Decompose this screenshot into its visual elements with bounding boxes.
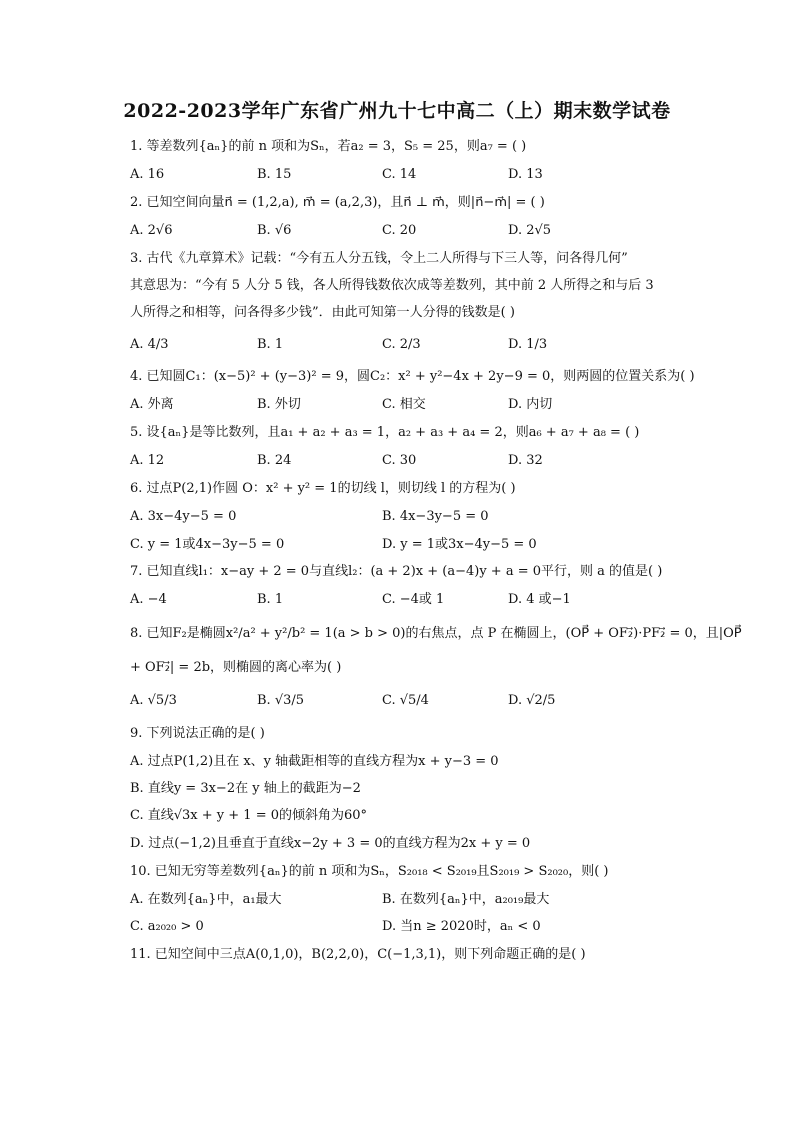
question-6: 6. 过点P(2,1)作圆 O：x² + y² = 1的切线 l，则切线 l 的方程为( ) — [130, 481, 516, 496]
q1-option-b: B. 15 — [257, 167, 292, 182]
q8-option-a: A. √5/3 — [130, 693, 177, 708]
q10-option-a: A. 在数列{aₙ}中，a₁最大 — [130, 892, 282, 907]
q7-option-c: C. −4或 1 — [382, 592, 445, 607]
q9-option-a: A. 过点P(1,2)且在 x、y 轴截距相等的直线方程为x + y−3 = 0 — [130, 754, 499, 769]
q3-option-a: A. 4/3 — [130, 337, 169, 352]
question-1: 1. 等差数列{aₙ}的前 n 项和为Sₙ，若a₂ = 3，S₅ = 25，则a₇ = ( ) — [130, 139, 527, 154]
q7-option-b: B. 1 — [257, 592, 284, 607]
q4-option-a: A. 外离 — [130, 397, 174, 412]
question-8-line-2: + OF₂⃗| = 2b，则椭圆的离心率为( ) — [130, 660, 342, 675]
q10-option-d: D. 当n ≥ 2020时，aₙ < 0 — [382, 919, 541, 934]
q1-option-c: C. 14 — [382, 167, 417, 182]
q3-option-d: D. 1/3 — [508, 337, 548, 352]
q6-option-b: B. 4x−3y−5 = 0 — [382, 509, 489, 524]
question-3-line-3: 人所得之和相等，问各得多少钱”．由此可知第一人分得的钱数是( ) — [130, 305, 515, 320]
q6-option-d: D. y = 1或3x−4y−5 = 0 — [382, 537, 537, 552]
q3-option-c: C. 2/3 — [382, 337, 421, 352]
question-3-line-1: 3. 古代《九章算术》记载：“今有五人分五钱，令上二人所得与下三人等，问各得几何” — [130, 251, 628, 266]
q2-option-b: B. √6 — [257, 223, 292, 238]
question-10: 10. 已知无穷等差数列{aₙ}的前 n 项和为Sₙ，S₂₀₁₈ < S₂₀₁₉且S₂₀₁₉ > S₂₀₂₀，则( ) — [130, 864, 609, 879]
question-5: 5. 设{aₙ}是等比数列，且a₁ + a₂ + a₃ = 1，a₂ + a₃ + a₄ = 2，则a₆ + a₇ + a₈ = ( ) — [130, 425, 640, 440]
q4-option-c: C. 相交 — [382, 397, 426, 412]
q1-option-d: D. 13 — [508, 167, 543, 182]
q2-option-d: D. 2√5 — [508, 223, 552, 238]
q10-option-c: C. a₂₀₂₀ > 0 — [130, 919, 204, 934]
exam-title: 2022-2023学年广东省广州九十七中高二（上）期末数学试卷 — [123, 100, 671, 122]
question-2: 2. 已知空间向量n⃗ = (1,2,a), m⃗ = (a,2,3)，且n⃗ ⊥ m⃗，则|n⃗−m⃗| = ( ) — [130, 195, 545, 210]
question-4: 4. 已知圆C₁：(x−5)² + (y−3)² = 9，圆C₂：x² + y²−4x + 2y−9 = 0，则两圆的位置关系为( ) — [130, 369, 695, 384]
question-3-line-2: 其意思为：“今有 5 人分 5 钱，各人所得钱数依次成等差数列，其中前 2 人所得之和与后 3 — [130, 278, 654, 293]
q5-option-a: A. 12 — [130, 453, 165, 468]
q8-option-b: B. √3/5 — [257, 693, 305, 708]
q2-option-c: C. 20 — [382, 223, 417, 238]
q9-option-c: C. 直线√3x + y + 1 = 0的倾斜角为60° — [130, 808, 368, 823]
question-7: 7. 已知直线l₁：x−ay + 2 = 0与直线l₂：(a + 2)x + (a−4)y + a = 0平行，则 a 的值是( ) — [130, 564, 663, 579]
q5-option-d: D. 32 — [508, 453, 543, 468]
q9-option-d: D. 过点(−1,2)且垂直于直线x−2y + 3 = 0的直线方程为2x + y = 0 — [130, 836, 531, 851]
q6-option-c: C. y = 1或4x−3y−5 = 0 — [130, 537, 285, 552]
q8-option-d: D. √2/5 — [508, 693, 556, 708]
q1-option-a: A. 16 — [130, 167, 165, 182]
q9-option-b: B. 直线y = 3x−2在 y 轴上的截距为−2 — [130, 781, 361, 796]
q4-option-b: B. 外切 — [257, 397, 301, 412]
q2-option-a: A. 2√6 — [130, 223, 173, 238]
question-8-line-1: 8. 已知F₂是椭圆x²/a² + y²/b² = 1(a > b > 0)的右焦点，点 P 在椭圆上，(OP⃗ + OF₂⃗)·PF₂⃗ = 0，且|OP⃗ — [130, 626, 742, 641]
q5-option-b: B. 24 — [257, 453, 292, 468]
q8-option-c: C. √5/4 — [382, 693, 429, 708]
q3-option-b: B. 1 — [257, 337, 284, 352]
q10-option-b: B. 在数列{aₙ}中，a₂₀₁₉最大 — [382, 892, 550, 907]
q6-option-a: A. 3x−4y−5 = 0 — [130, 509, 237, 524]
question-11: 11. 已知空间中三点A(0,1,0)，B(2,2,0)，C(−1,3,1)，则下列命题正确的是( ) — [130, 947, 586, 962]
q5-option-c: C. 30 — [382, 453, 417, 468]
q7-option-a: A. −4 — [130, 592, 167, 607]
question-9: 9. 下列说法正确的是( ) — [130, 726, 265, 741]
q4-option-d: D. 内切 — [508, 397, 553, 412]
q7-option-d: D. 4 或−1 — [508, 592, 571, 607]
